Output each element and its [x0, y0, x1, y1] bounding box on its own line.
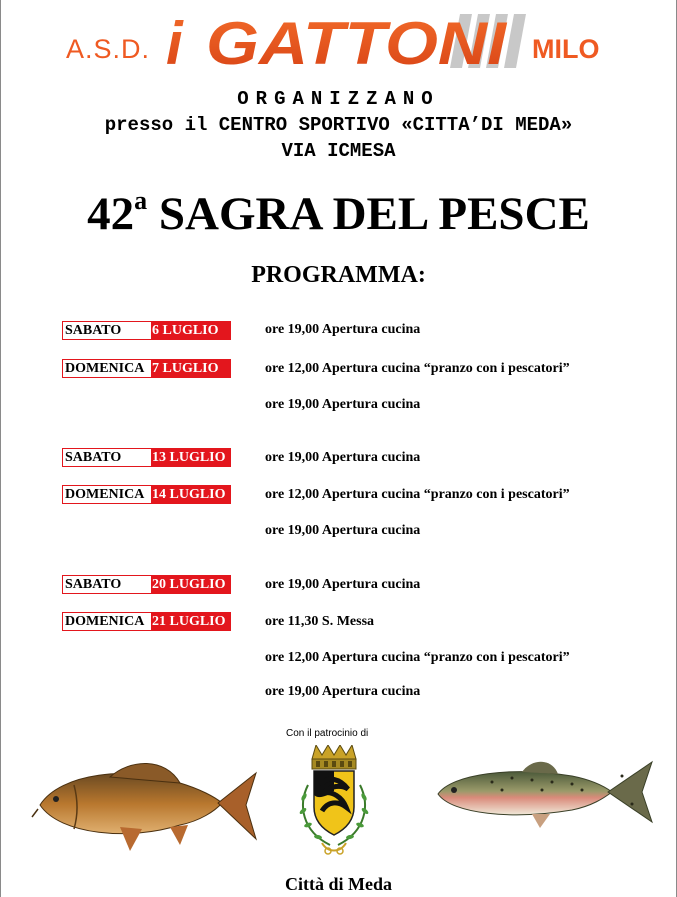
street-text: VIA ICMESA: [281, 140, 396, 162]
gattoni-logo: [160, 8, 530, 76]
asd-label: A.S.D.: [66, 34, 151, 64]
day-date: 13 LUGLIO: [151, 448, 231, 467]
day-name: DOMENICA: [62, 359, 151, 378]
trout-fish-icon: [432, 752, 657, 832]
event-title: [0, 186, 677, 241]
header: [0, 8, 677, 88]
day-badge: [62, 485, 231, 504]
day-date: 6 LUGLIO: [151, 321, 231, 340]
logo-prefix-text: i: [166, 10, 183, 76]
event-line: ore 19,00 Apertura cucina: [265, 397, 421, 412]
day-name: SABATO: [62, 448, 151, 467]
event-line: ore 12,00 Apertura cucina “pranzo con i pescatori”: [265, 361, 570, 376]
event-line: ore 19,00 Apertura cucina: [265, 523, 421, 538]
day-name: DOMENICA: [62, 612, 151, 631]
day-date: 7 LUGLIO: [151, 359, 231, 378]
day-name: SABATO: [62, 575, 151, 594]
event-line: ore 12,00 Apertura cucina “pranzo con i pescatori”: [265, 650, 570, 665]
day-badge: [62, 612, 231, 631]
day-badge: [62, 321, 231, 340]
event-line: ore 19,00 Apertura cucina: [265, 322, 421, 337]
day-name: SABATO: [62, 321, 151, 340]
day-name: DOMENICA: [62, 485, 151, 504]
organizzano-text: ORGANIZZANO: [237, 88, 440, 110]
event-line: ore 12,00 Apertura cucina “pranzo con i pescatori”: [265, 487, 570, 502]
milo-label: MILO: [532, 34, 600, 64]
day-date: 20 LUGLIO: [151, 575, 231, 594]
meda-crest-icon: [294, 745, 374, 865]
venue-text: presso il CENTRO SPORTIVO «CITTA’DI MEDA»: [104, 114, 573, 136]
event-line: ore 19,00 Apertura cucina: [265, 684, 421, 699]
programma-heading: PROGRAMMA:: [251, 262, 426, 288]
logo-brand-text: GATTONI: [206, 10, 508, 76]
title-ordinal: a: [134, 186, 148, 215]
event-line: ore 19,00 Apertura cucina: [265, 577, 421, 592]
city-label: Città di Meda: [285, 874, 392, 894]
day-badge: [62, 575, 231, 594]
day-badge: [62, 448, 231, 467]
title-text: SAGRA DEL PESCE: [158, 188, 590, 240]
carp-fish-icon: [30, 755, 260, 855]
event-line: ore 11,30 S. Messa: [265, 614, 375, 629]
day-badge: [62, 359, 231, 378]
title-number: 42: [87, 188, 135, 240]
day-date: 21 LUGLIO: [151, 612, 231, 631]
event-line: ore 19,00 Apertura cucina: [265, 450, 421, 465]
day-date: 14 LUGLIO: [151, 485, 231, 504]
patronage-label: Con il patrocinio di: [286, 728, 369, 739]
